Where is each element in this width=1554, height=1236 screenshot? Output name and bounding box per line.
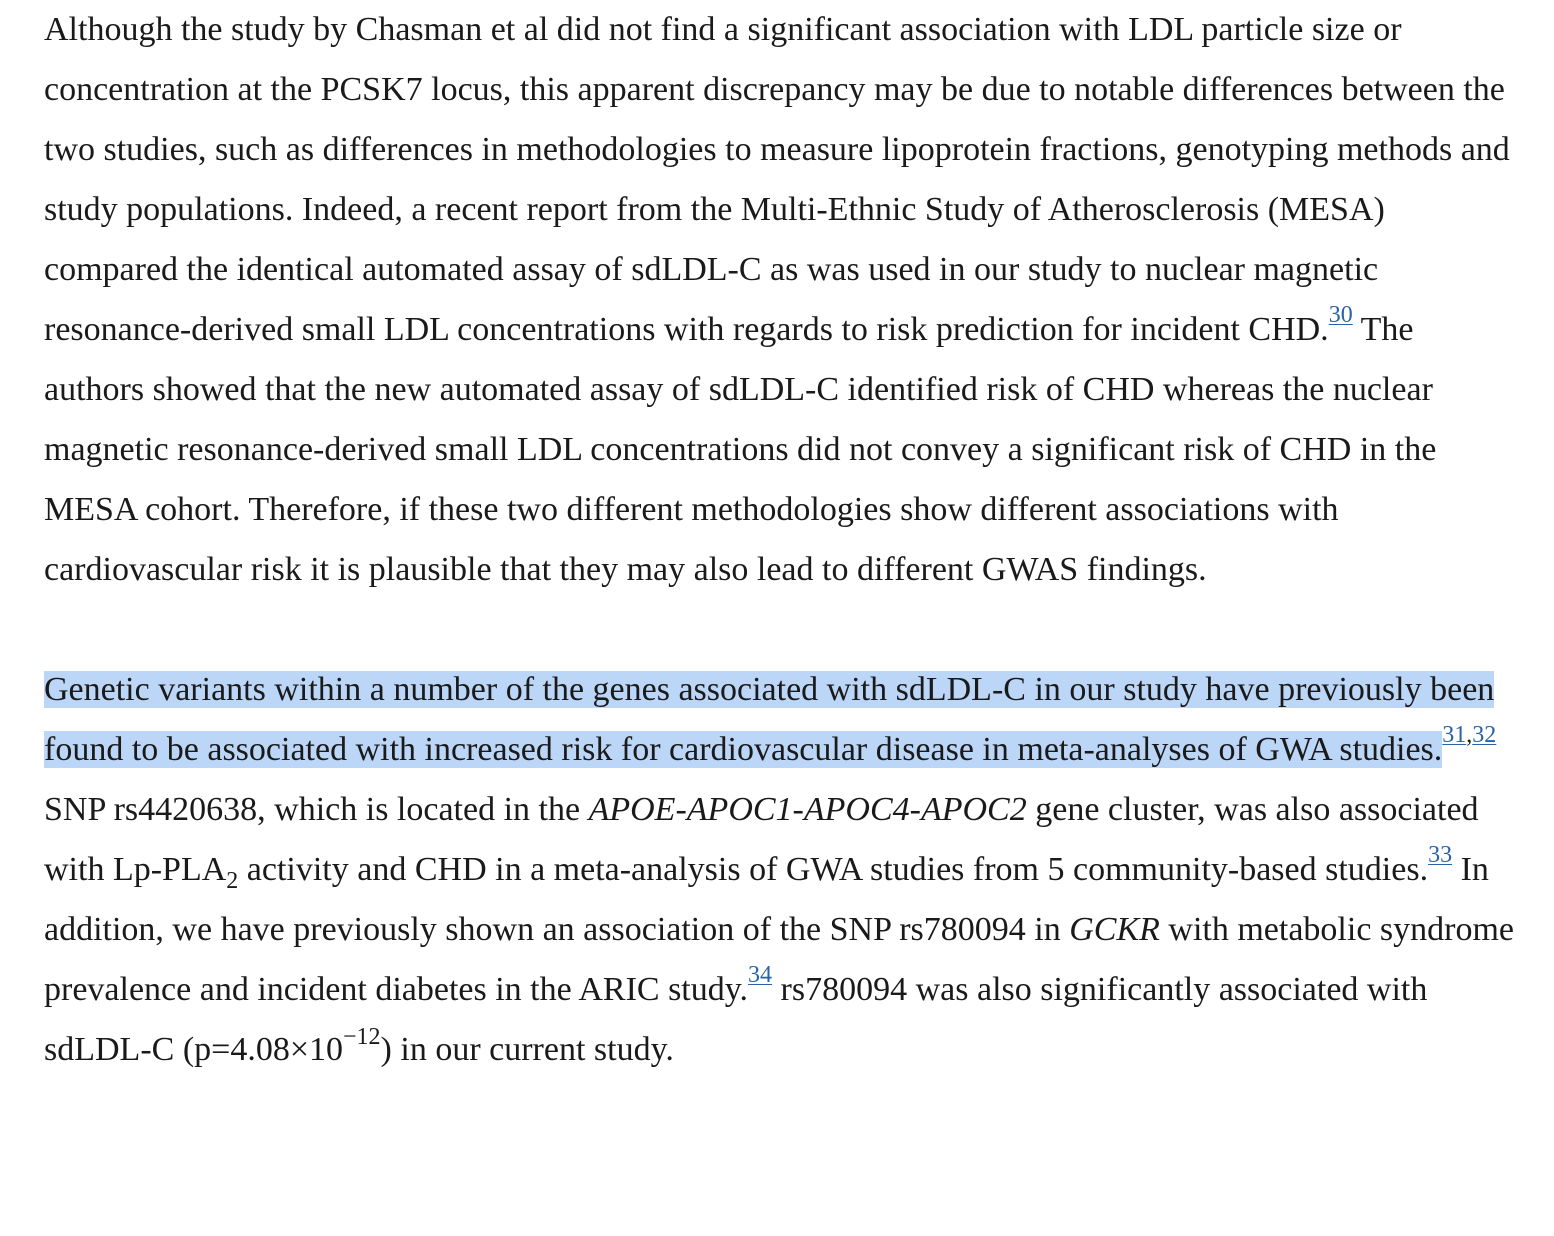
citation-link-31[interactable]: 31 [1442, 722, 1467, 748]
paragraph-2-text-addition: In addition, we have previously shown an association of the SNP rs780094 in [44, 851, 1489, 948]
paragraph-2 [44, 660, 1522, 1080]
paragraph-2-text-assoc: rs780094 was also significantly associated with sdLDL-C (p=4.08×10 [44, 971, 1428, 1068]
paragraph-2-text-meta: activity and CHD in a meta-analysis of GWA studies from 5 community-based studies. [238, 851, 1429, 888]
pla-subscript: 2 [226, 868, 239, 894]
highlighted-selection[interactable]: Genetic variants within a number of the genes associated with sdLDL-C in our study have previously been found to be associated with increased risk for cardiovascular disease in meta-analyses of GWA studies. [44, 671, 1495, 768]
citation-33-sup [1428, 842, 1452, 868]
paragraph-1 [44, 0, 1522, 600]
citation-link-30[interactable]: 30 [1328, 302, 1353, 328]
gene-gckr-name: GCKR [1069, 911, 1160, 948]
article-body [44, 0, 1522, 1080]
citation-link-33[interactable]: 33 [1428, 842, 1453, 868]
paragraph-1-text-b: The authors showed that the new automated assay of sdLDL-C identified risk of CHD whereas the nuclear magnetic resonance-derived small LDL concentrations did not convey a significant risk of CHD in the MESA cohort. Therefore, if these two different methodologies show different associations with cardiovascular risk it is plausible that they may also lead to different GWAS findings. [44, 311, 1437, 588]
gene-cluster-name: APOE-APOC1-APOC4-APOC2 [588, 791, 1027, 828]
citation-separator: , [1466, 722, 1473, 748]
citation-30-sup [1329, 302, 1353, 328]
citation-link-32[interactable]: 32 [1472, 722, 1497, 748]
paragraph-1-text-a: Although the study by Chasman et al did not find a significant association with LDL particle size or concentration at the PCSK7 locus, this apparent discrepancy may be due to notable differences between the two studies, such as differences in methodologies to measure lipoprotein fractions, genotyping methods and study populations. Indeed, a recent report from the Multi-Ethnic Study of Atherosclerosis (MESA) compared the identical automated assay of sdLDL-C as was used in our study to nuclear magnetic resonance-derived small LDL concentrations with regards to risk prediction for incident CHD. [44, 11, 1510, 348]
paragraph-2-text-gckr: with metabolic syndrome prevalence and incident diabetes in the ARIC study. [44, 911, 1515, 1008]
citation-link-34[interactable]: 34 [748, 962, 773, 988]
citation-34-sup [748, 962, 772, 988]
paragraph-2-text-cluster: gene cluster, was also associated with Lp-PLA [44, 791, 1479, 888]
citation-31-32-sup [1442, 722, 1496, 748]
p-value-exponent: −12 [343, 1024, 381, 1050]
paragraph-2-text-end: ) in our current study. [380, 1031, 674, 1068]
paragraph-2-text-snp: SNP rs4420638, which is located in the [44, 791, 589, 828]
